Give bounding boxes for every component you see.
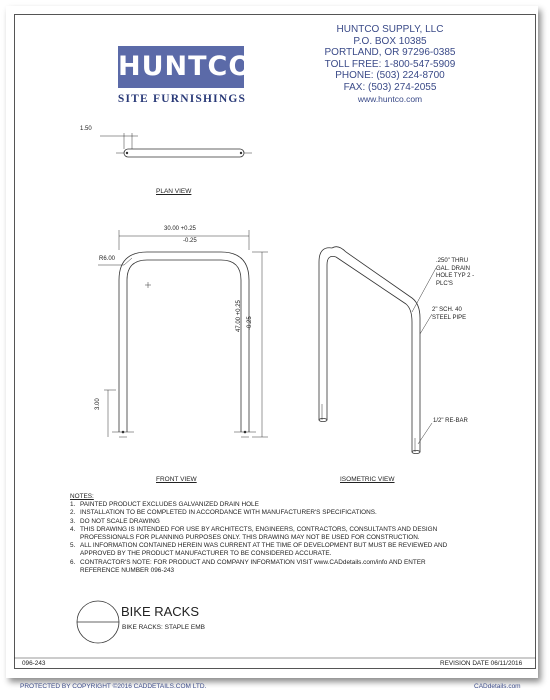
note-text: PAINTED PRODUCT EXCLUDES GALVANIZED DRAIN HOLE xyxy=(80,501,259,509)
note-text: APPROVED BY THE PRODUCT MANUFACTURER TO BE CONSIDERED ACCURATE. xyxy=(80,550,332,558)
plan-view-drawing xyxy=(100,133,252,157)
note-number xyxy=(70,567,80,575)
drain-callout-line-2: GAL. DRAIN xyxy=(436,265,471,272)
rebar-callout: 1/2" RE-BAR xyxy=(433,418,468,424)
note-text: DO NOT SCALE DRAWING xyxy=(80,517,160,525)
notes-header: NOTES: xyxy=(70,493,94,500)
copyright-notice: PROTECTED BY COPYRIGHT ©2016 CADDETAILS.COM LTD. xyxy=(20,683,207,690)
pipe-callout-line-2: STEEL PIPE xyxy=(432,314,467,321)
note-number: 2. xyxy=(70,509,76,517)
company-city: PORTLAND, OR 97296-0385 xyxy=(324,47,456,59)
company-fax: FAX: (503) 274-2055 xyxy=(343,81,437,93)
pipe-callout-line-1: 2" SCH. 40 xyxy=(432,307,462,313)
front-view-label: FRONT VIEW xyxy=(156,476,197,483)
drain-callout-line-3: HOLE TYP 2 - xyxy=(436,273,475,279)
plan-view-dimension: 1.50 xyxy=(80,126,92,132)
note-number: 1. xyxy=(70,501,76,509)
note-item xyxy=(70,509,470,517)
notes-block xyxy=(70,493,470,575)
company-toll-free: TOLL FREE: 1-800-547-5909 xyxy=(324,58,456,70)
front-view-drawing xyxy=(98,230,268,437)
note-item xyxy=(70,526,470,534)
drain-hole-callout xyxy=(436,258,474,288)
note-text: ALL INFORMATION CONTAINED HEREIN WAS CURRENT AT THE TIME OF DEVELOPMENT BUT MUST BE REVIEWED AND xyxy=(80,542,448,550)
company-website: www.huntco.com xyxy=(357,93,423,104)
note-number: 4. xyxy=(70,525,76,533)
pipe-callout xyxy=(432,307,466,322)
note-number: 3. xyxy=(70,517,76,525)
note-text: REFERENCE NUMBER 096-243 xyxy=(80,566,175,574)
note-item xyxy=(70,518,470,526)
drawing-subtitle: BIKE RACKS: STAPLE EMB xyxy=(122,624,205,631)
note-number xyxy=(70,534,80,542)
note-number xyxy=(70,550,80,558)
note-number: 5. xyxy=(70,542,76,550)
note-item xyxy=(70,534,470,542)
height-tolerance: -0.25 xyxy=(247,316,253,330)
radius-dimension: R6.00 xyxy=(99,256,116,262)
note-item xyxy=(70,542,470,550)
note-text: CONTRACTOR'S NOTE: FOR PRODUCT AND COMPANY INFORMATION VISIT www.CADdetails.com/info AND ENTER xyxy=(80,558,426,566)
note-item xyxy=(70,550,470,558)
company-po-box: P.O. BOX 10385 xyxy=(353,35,427,47)
title-symbol xyxy=(77,601,119,643)
caddetails-link[interactable]: CADdetails.com xyxy=(474,683,521,690)
note-item xyxy=(70,559,470,567)
height-dimension: 47.00 +0.25 xyxy=(236,300,242,332)
isometric-view-label: ISOMETRIC VIEW xyxy=(340,476,395,483)
leg-dimension: 3.00 xyxy=(95,398,101,410)
company-name: HUNTCO SUPPLY, LLC xyxy=(336,24,444,35)
note-text: PROFESSIONALS FOR PLANNING PURPOSES ONLY. THIS DRAWING MAY NOT BE USED FOR CONSTRUCTION. xyxy=(80,534,420,542)
company-phone: PHONE: (503) 224-8700 xyxy=(335,70,445,82)
width-dimension: 30.00 +0.25 xyxy=(164,226,196,232)
drawing-title: BIKE RACKS xyxy=(121,604,200,619)
note-item xyxy=(70,501,470,509)
note-item xyxy=(70,567,470,575)
isometric-view-drawing xyxy=(319,247,436,454)
plan-view-label: PLAN VIEW xyxy=(156,188,192,195)
revision-date: REVISION DATE 06/11/2016 xyxy=(440,660,523,667)
drain-callout-line-4: PLC'S xyxy=(436,280,453,287)
logo-tagline: SITE FURNISHINGS xyxy=(117,93,247,105)
note-text: THIS DRAWING IS INTENDED FOR USE BY ARCHITECTS, ENGINEERS, CONTRACTORS, CONSULTANTS AND DESIGN xyxy=(80,525,438,533)
logo-wordmark: HUNTCO xyxy=(118,51,253,82)
note-number: 6. xyxy=(70,558,76,566)
reference-number: 096-243 xyxy=(22,660,46,667)
width-tolerance: -0.25 xyxy=(183,238,197,244)
note-text: INSTALLATION TO BE COMPLETED IN ACCORDANCE WITH MANUFACTURER'S SPECIFICATIONS. xyxy=(80,509,377,517)
drain-callout-line-1: .250" THRU xyxy=(436,258,469,264)
